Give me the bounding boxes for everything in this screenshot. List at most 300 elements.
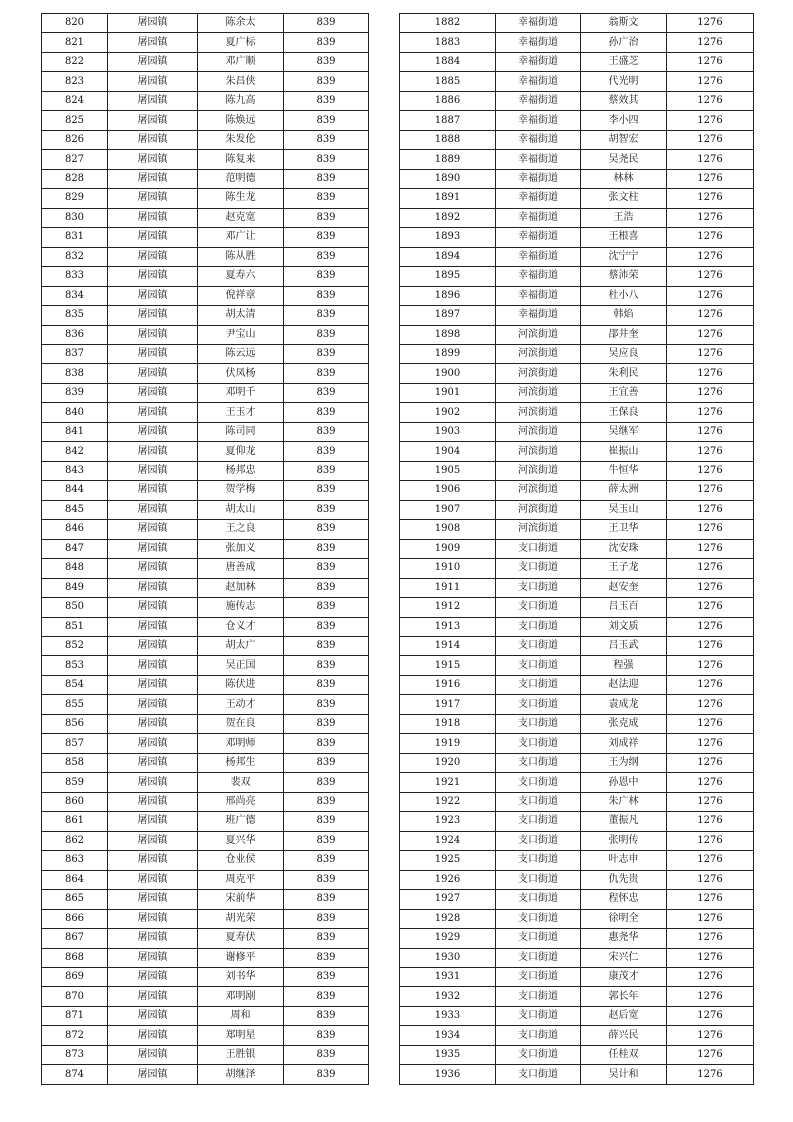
township-cell: 幸福街道: [496, 91, 581, 110]
amount-cell: 1276: [667, 831, 754, 850]
serial-number-cell: 864: [42, 870, 108, 889]
township-cell: 屠园镇: [108, 111, 198, 130]
serial-number-cell: 859: [42, 773, 108, 792]
amount-cell: 839: [284, 617, 369, 636]
amount-cell: 839: [284, 675, 369, 694]
person-name-cell: 赵后宽: [581, 1006, 667, 1025]
township-cell: 屠园镇: [108, 1045, 198, 1064]
amount-cell: 839: [284, 383, 369, 402]
township-cell: 支口街道: [496, 539, 581, 558]
table-row: [400, 578, 754, 597]
person-name-cell: 陈余太: [198, 14, 284, 33]
serial-number-cell: 1884: [400, 52, 496, 71]
amount-cell: 839: [284, 286, 369, 305]
person-name-cell: 陈焕远: [198, 111, 284, 130]
township-cell: 河滨街道: [496, 442, 581, 461]
township-cell: 支口街道: [496, 967, 581, 986]
table-row: [400, 14, 754, 33]
table-row: [400, 773, 754, 792]
amount-cell: 1276: [667, 695, 754, 714]
amount-cell: 1276: [667, 422, 754, 441]
table-row: [42, 695, 369, 714]
township-cell: 屠园镇: [108, 520, 198, 539]
serial-number-cell: 853: [42, 656, 108, 675]
table-row: [42, 909, 369, 928]
amount-cell: 1276: [667, 656, 754, 675]
person-name-cell: 吴继军: [581, 422, 667, 441]
table-row: [42, 734, 369, 753]
table-row: [400, 169, 754, 188]
person-name-cell: 董振凡: [581, 812, 667, 831]
amount-cell: 839: [284, 909, 369, 928]
person-name-cell: 赵加林: [198, 578, 284, 597]
amount-cell: 1276: [667, 987, 754, 1006]
township-cell: 支口街道: [496, 714, 581, 733]
table-row: [42, 559, 369, 578]
person-name-cell: 赵法迎: [581, 675, 667, 694]
serial-number-cell: 851: [42, 617, 108, 636]
township-cell: 河滨街道: [496, 364, 581, 383]
serial-number-cell: 832: [42, 247, 108, 266]
person-name-cell: 夏寿伏: [198, 929, 284, 948]
amount-cell: 1276: [667, 929, 754, 948]
person-name-cell: 夏寿六: [198, 267, 284, 286]
amount-cell: 839: [284, 325, 369, 344]
person-name-cell: 孙广治: [581, 33, 667, 52]
person-name-cell: 仓业侯: [198, 851, 284, 870]
serial-number-cell: 1936: [400, 1065, 496, 1084]
amount-cell: 839: [284, 150, 369, 169]
table-row: [42, 500, 369, 519]
township-cell: 屠园镇: [108, 150, 198, 169]
amount-cell: 1276: [667, 247, 754, 266]
person-name-cell: 吴尧民: [581, 150, 667, 169]
person-name-cell: 翁斯文: [581, 14, 667, 33]
table-row: [42, 383, 369, 402]
township-cell: 幸福街道: [496, 150, 581, 169]
township-cell: 支口街道: [496, 617, 581, 636]
amount-cell: 839: [284, 72, 369, 91]
table-row: [42, 773, 369, 792]
amount-cell: 1276: [667, 325, 754, 344]
serial-number-cell: 848: [42, 559, 108, 578]
person-name-cell: 孙恩中: [581, 773, 667, 792]
township-cell: 屠园镇: [108, 267, 198, 286]
amount-cell: 1276: [667, 383, 754, 402]
person-name-cell: 沈宁宁: [581, 247, 667, 266]
serial-number-cell: 827: [42, 150, 108, 169]
serial-number-cell: 1927: [400, 890, 496, 909]
amount-cell: 1276: [667, 91, 754, 110]
township-cell: 支口街道: [496, 578, 581, 597]
township-cell: 幸福街道: [496, 72, 581, 91]
table-row: [42, 948, 369, 967]
person-name-cell: 陈云远: [198, 344, 284, 363]
serial-number-cell: 1928: [400, 909, 496, 928]
amount-cell: 1276: [667, 228, 754, 247]
person-name-cell: 仇先贵: [581, 870, 667, 889]
person-name-cell: 代光明: [581, 72, 667, 91]
amount-cell: 1276: [667, 792, 754, 811]
serial-number-cell: 839: [42, 383, 108, 402]
serial-number-cell: 820: [42, 14, 108, 33]
township-cell: 河滨街道: [496, 461, 581, 480]
serial-number-cell: 1922: [400, 792, 496, 811]
serial-number-cell: 1882: [400, 14, 496, 33]
township-cell: 屠园镇: [108, 1065, 198, 1084]
person-name-cell: 吴计和: [581, 1065, 667, 1084]
serial-number-cell: 1913: [400, 617, 496, 636]
table-row: [400, 870, 754, 889]
table-row: [42, 637, 369, 656]
township-cell: 幸福街道: [496, 286, 581, 305]
township-cell: 河滨街道: [496, 403, 581, 422]
person-name-cell: 胡太山: [198, 500, 284, 519]
table-row: [400, 91, 754, 110]
township-cell: 屠园镇: [108, 695, 198, 714]
table-row: [400, 403, 754, 422]
person-name-cell: 张克成: [581, 714, 667, 733]
table-row: [42, 539, 369, 558]
township-cell: 屠园镇: [108, 33, 198, 52]
township-cell: 幸福街道: [496, 228, 581, 247]
amount-cell: 1276: [667, 967, 754, 986]
table-row: [42, 617, 369, 636]
serial-number-cell: 834: [42, 286, 108, 305]
serial-number-cell: 1903: [400, 422, 496, 441]
table-row: [400, 33, 754, 52]
table-row: [42, 1045, 369, 1064]
person-name-cell: 徐明全: [581, 909, 667, 928]
township-cell: 屠园镇: [108, 442, 198, 461]
township-cell: 支口街道: [496, 1026, 581, 1045]
table-row: [400, 500, 754, 519]
serial-number-cell: 869: [42, 967, 108, 986]
serial-number-cell: 862: [42, 831, 108, 850]
amount-cell: 839: [284, 929, 369, 948]
table-row: [400, 812, 754, 831]
amount-cell: 1276: [667, 714, 754, 733]
serial-number-cell: 856: [42, 714, 108, 733]
township-cell: 屠园镇: [108, 130, 198, 149]
serial-number-cell: 1896: [400, 286, 496, 305]
amount-cell: 839: [284, 461, 369, 480]
table-row: [42, 228, 369, 247]
table-row: [42, 150, 369, 169]
table-row: [400, 675, 754, 694]
township-cell: 屠园镇: [108, 851, 198, 870]
person-name-cell: 王根喜: [581, 228, 667, 247]
person-name-cell: 薛太洲: [581, 481, 667, 500]
table-row: [42, 578, 369, 597]
amount-cell: 839: [284, 14, 369, 33]
person-name-cell: 薛兴民: [581, 1026, 667, 1045]
person-name-cell: 王保良: [581, 403, 667, 422]
table-row: [42, 851, 369, 870]
amount-cell: 1276: [667, 890, 754, 909]
serial-number-cell: 1932: [400, 987, 496, 1006]
person-name-cell: 范明德: [198, 169, 284, 188]
table-row: [42, 1065, 369, 1084]
amount-cell: 1276: [667, 189, 754, 208]
township-cell: 屠园镇: [108, 948, 198, 967]
table-row: [42, 1026, 369, 1045]
person-name-cell: 王宜善: [581, 383, 667, 402]
amount-cell: 839: [284, 520, 369, 539]
person-name-cell: 班广德: [198, 812, 284, 831]
township-cell: 支口街道: [496, 1065, 581, 1084]
amount-cell: 1276: [667, 539, 754, 558]
table-row: [400, 481, 754, 500]
serial-number-cell: 1929: [400, 929, 496, 948]
amount-cell: 839: [284, 111, 369, 130]
serial-number-cell: 1907: [400, 500, 496, 519]
township-cell: 屠园镇: [108, 14, 198, 33]
person-name-cell: 胡继泽: [198, 1065, 284, 1084]
serial-number-cell: 1893: [400, 228, 496, 247]
person-name-cell: 叶志申: [581, 851, 667, 870]
person-name-cell: 康茂才: [581, 967, 667, 986]
serial-number-cell: 824: [42, 91, 108, 110]
table-row: [42, 91, 369, 110]
serial-number-cell: 1889: [400, 150, 496, 169]
amount-cell: 1276: [667, 169, 754, 188]
table-row: [400, 442, 754, 461]
amount-cell: 1276: [667, 734, 754, 753]
township-cell: 支口街道: [496, 773, 581, 792]
person-name-cell: 郘井奎: [581, 325, 667, 344]
township-cell: 支口街道: [496, 753, 581, 772]
amount-cell: 839: [284, 247, 369, 266]
township-cell: 支口街道: [496, 792, 581, 811]
table-row: [400, 364, 754, 383]
township-cell: 屠园镇: [108, 461, 198, 480]
amount-cell: 839: [284, 870, 369, 889]
person-name-cell: 王盛芝: [581, 52, 667, 71]
amount-cell: 1276: [667, 344, 754, 363]
amount-cell: 1276: [667, 909, 754, 928]
person-name-cell: 赵安奎: [581, 578, 667, 597]
serial-number-cell: 1923: [400, 812, 496, 831]
serial-number-cell: 1934: [400, 1026, 496, 1045]
person-name-cell: 赵克宽: [198, 208, 284, 227]
person-name-cell: 裴双: [198, 773, 284, 792]
person-name-cell: 胡智宏: [581, 130, 667, 149]
person-name-cell: 杨邦忠: [198, 461, 284, 480]
person-name-cell: 陈生龙: [198, 189, 284, 208]
serial-number-cell: 1918: [400, 714, 496, 733]
amount-cell: 1276: [667, 364, 754, 383]
amount-cell: 1276: [667, 773, 754, 792]
serial-number-cell: 826: [42, 130, 108, 149]
township-cell: 屠园镇: [108, 52, 198, 71]
amount-cell: 1276: [667, 267, 754, 286]
amount-cell: 1276: [667, 500, 754, 519]
serial-number-cell: 849: [42, 578, 108, 597]
serial-number-cell: 1906: [400, 481, 496, 500]
township-cell: 屠园镇: [108, 714, 198, 733]
person-name-cell: 邓广顺: [198, 52, 284, 71]
township-cell: 支口街道: [496, 831, 581, 850]
person-name-cell: 邢尚亮: [198, 792, 284, 811]
township-cell: 屠园镇: [108, 208, 198, 227]
table-row: [400, 734, 754, 753]
table-row: [400, 461, 754, 480]
amount-cell: 1276: [667, 617, 754, 636]
township-cell: 河滨街道: [496, 383, 581, 402]
amount-cell: 1276: [667, 14, 754, 33]
table-row: [400, 890, 754, 909]
table-row: [42, 675, 369, 694]
serial-number-cell: 1904: [400, 442, 496, 461]
person-name-cell: 王浩: [581, 208, 667, 227]
table-row: [400, 967, 754, 986]
serial-number-cell: 1887: [400, 111, 496, 130]
amount-cell: 1276: [667, 33, 754, 52]
person-name-cell: 邓明剐: [198, 987, 284, 1006]
table-row: [400, 695, 754, 714]
table-row: [42, 111, 369, 130]
serial-number-cell: 874: [42, 1065, 108, 1084]
table-row: [400, 325, 754, 344]
serial-number-cell: 854: [42, 675, 108, 694]
person-name-cell: 施传志: [198, 598, 284, 617]
serial-number-cell: 1925: [400, 851, 496, 870]
serial-number-cell: 836: [42, 325, 108, 344]
amount-cell: 839: [284, 442, 369, 461]
serial-number-cell: 1935: [400, 1045, 496, 1064]
table-row: [42, 422, 369, 441]
person-name-cell: 杜小八: [581, 286, 667, 305]
table-row: [42, 656, 369, 675]
township-cell: 幸福街道: [496, 189, 581, 208]
table-row: [42, 33, 369, 52]
table-row: [400, 520, 754, 539]
table-row: [42, 344, 369, 363]
serial-number-cell: 872: [42, 1026, 108, 1045]
table-row: [42, 364, 369, 383]
table-row: [42, 286, 369, 305]
township-cell: 屠园镇: [108, 325, 198, 344]
township-cell: 屠园镇: [108, 383, 198, 402]
amount-cell: 1276: [667, 1006, 754, 1025]
table-row: [400, 344, 754, 363]
amount-cell: 839: [284, 52, 369, 71]
township-cell: 幸福街道: [496, 306, 581, 325]
township-cell: 屠园镇: [108, 169, 198, 188]
table-row: [42, 870, 369, 889]
person-name-cell: 朱发伦: [198, 130, 284, 149]
person-name-cell: 邓广让: [198, 228, 284, 247]
amount-cell: 839: [284, 831, 369, 850]
amount-cell: 839: [284, 1065, 369, 1084]
serial-number-cell: 871: [42, 1006, 108, 1025]
person-name-cell: 胡光荣: [198, 909, 284, 928]
township-cell: 支口街道: [496, 559, 581, 578]
amount-cell: 1276: [667, 286, 754, 305]
township-cell: 屠园镇: [108, 656, 198, 675]
amount-cell: 839: [284, 967, 369, 986]
serial-number-cell: 1911: [400, 578, 496, 597]
township-cell: 屠园镇: [108, 306, 198, 325]
amount-cell: 839: [284, 91, 369, 110]
township-cell: 支口街道: [496, 637, 581, 656]
township-cell: 屠园镇: [108, 422, 198, 441]
table-row: [400, 831, 754, 850]
serial-number-cell: 1933: [400, 1006, 496, 1025]
table-row: [400, 792, 754, 811]
person-name-cell: 崔振山: [581, 442, 667, 461]
serial-number-cell: 837: [42, 344, 108, 363]
serial-number-cell: 1930: [400, 948, 496, 967]
township-cell: 幸福街道: [496, 130, 581, 149]
amount-cell: 839: [284, 948, 369, 967]
serial-number-cell: 1926: [400, 870, 496, 889]
person-name-cell: 陈复来: [198, 150, 284, 169]
amount-cell: 839: [284, 228, 369, 247]
serial-number-cell: 1902: [400, 403, 496, 422]
township-cell: 屠园镇: [108, 637, 198, 656]
amount-cell: 839: [284, 578, 369, 597]
amount-cell: 1276: [667, 851, 754, 870]
amount-cell: 839: [284, 987, 369, 1006]
table-row: [42, 189, 369, 208]
table-row: [42, 812, 369, 831]
table-row: [42, 520, 369, 539]
amount-cell: 1276: [667, 1045, 754, 1064]
amount-cell: 839: [284, 637, 369, 656]
serial-number-cell: 829: [42, 189, 108, 208]
person-name-cell: 倪祥章: [198, 286, 284, 305]
person-name-cell: 夏兴华: [198, 831, 284, 850]
table-row: [42, 1006, 369, 1025]
township-cell: 幸福街道: [496, 52, 581, 71]
township-cell: 支口街道: [496, 870, 581, 889]
amount-cell: 839: [284, 403, 369, 422]
person-name-cell: 王卫华: [581, 520, 667, 539]
serial-number-cell: 1915: [400, 656, 496, 675]
table-row: [42, 442, 369, 461]
table-row: [42, 325, 369, 344]
amount-cell: 1276: [667, 481, 754, 500]
person-name-cell: 吴玉山: [581, 500, 667, 519]
township-cell: 支口街道: [496, 948, 581, 967]
person-name-cell: 沈安珠: [581, 539, 667, 558]
serial-number-cell: 865: [42, 890, 108, 909]
serial-number-cell: 1899: [400, 344, 496, 363]
township-cell: 屠园镇: [108, 890, 198, 909]
person-name-cell: 周和: [198, 1006, 284, 1025]
person-name-cell: 夏仰龙: [198, 442, 284, 461]
amount-cell: 839: [284, 1006, 369, 1025]
person-name-cell: 蔡沛荣: [581, 267, 667, 286]
amount-cell: 1276: [667, 870, 754, 889]
township-cell: 屠园镇: [108, 91, 198, 110]
person-name-cell: 王为纲: [581, 753, 667, 772]
township-cell: 屠园镇: [108, 247, 198, 266]
serial-number-cell: 857: [42, 734, 108, 753]
person-name-cell: 韩焰: [581, 306, 667, 325]
person-name-cell: 吴应良: [581, 344, 667, 363]
table-row: [42, 929, 369, 948]
person-name-cell: 朱昌侠: [198, 72, 284, 91]
amount-cell: 1276: [667, 72, 754, 91]
township-cell: 屠园镇: [108, 929, 198, 948]
amount-cell: 839: [284, 734, 369, 753]
amount-cell: 839: [284, 851, 369, 870]
township-cell: 屠园镇: [108, 189, 198, 208]
serial-number-cell: 1912: [400, 598, 496, 617]
